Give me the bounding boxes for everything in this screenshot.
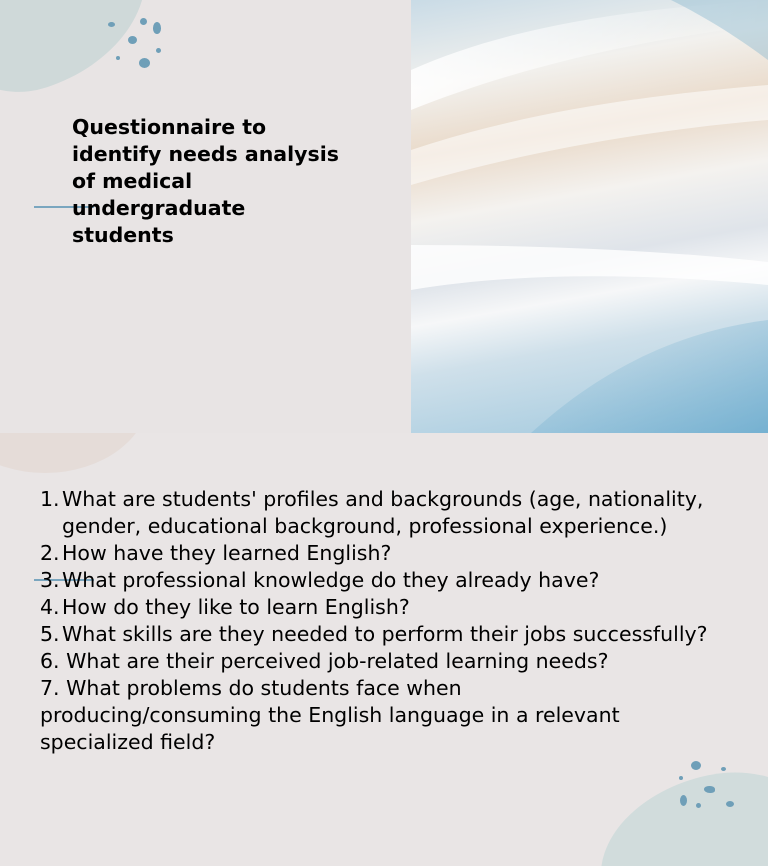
- list-item: 4. How do they like to learn English?: [40, 595, 410, 619]
- questions-slide: [0, 433, 768, 866]
- slide-title: Questionnaire to identify needs analysis of medical undergraduate students: [72, 115, 339, 247]
- abstract-silk-image: [411, 0, 768, 433]
- decorative-blob: [0, 433, 150, 473]
- decorative-dots: [100, 12, 170, 72]
- list-item: 5. What skills are they needed to perform their jobs successfully?: [40, 622, 708, 646]
- list-item: 6. What are their perceived job-related learning needs?: [40, 649, 609, 673]
- question-list: [40, 486, 740, 756]
- list-item: 1. What are students' profiles and backgrounds (age, nationality, gender, educational background, professional experience.): [40, 487, 704, 538]
- decorative-dots: [676, 759, 746, 814]
- list-item: 3. What professional knowledge do they already have?: [40, 568, 600, 592]
- list-item: 7. What problems do students face when producing/consuming the English language in a relevant specialized field?: [40, 676, 620, 754]
- list-item: 2. How have they learned English?: [40, 541, 392, 565]
